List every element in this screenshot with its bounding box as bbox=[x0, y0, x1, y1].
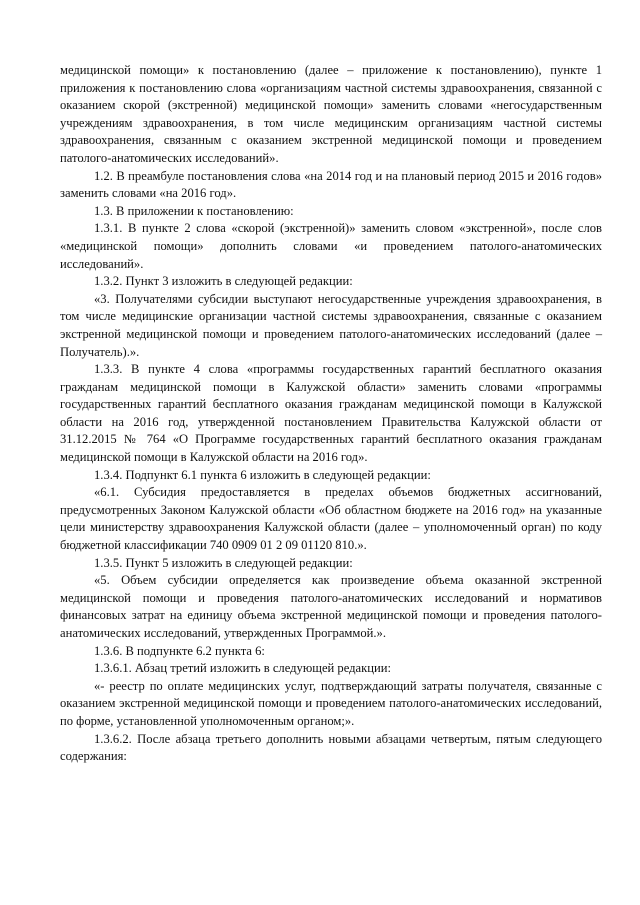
paragraph-1-3-4: 1.3.4. Подпункт 6.1 пункта 6 изложить в следующей редакции: bbox=[94, 467, 431, 482]
paragraph-1-2: 1.2. В преамбуле постановления слова «на 2014 год и на плановый период 2015 и 2016 годов» заменить словами «на 2016 год». bbox=[60, 168, 602, 201]
paragraph-1-3-6-2: 1.3.6.2. После абзаца третьего дополнить новыми абзацами четвертым, пятым следующего содержания: bbox=[60, 731, 602, 764]
paragraph-quote-3: «3. Получателями субсидии выступают негосударственные учреждения здравоохранения, в том числе медицинские организации частной системы здравоохранения, связанные с оказанием экстренной медицинской помощи и проведением патолого-анатомических исследований (далее – Получатель).». bbox=[60, 291, 602, 359]
paragraph-1-3-6: 1.3.6. В подпункте 6.2 пункта 6: bbox=[94, 643, 265, 658]
paragraph-1-3-6-1: 1.3.6.1. Абзац третий изложить в следующей редакции: bbox=[94, 661, 391, 676]
paragraph-1-3-5: 1.3.5. Пункт 5 изложить в следующей редакции: bbox=[94, 555, 353, 570]
paragraph-continuation: медицинской помощи» к постановлению (далее – приложение к постановлению), пункте 1 приложения к постановлению слова «организациям частной системы здравоохранения, связанной с оказанием скорой (экстренной) медицинской помощи» заменить словами «негосударственным учреждениям здравоохранения, в том числе медицинским организациям частной системы здравоохранения, связанным с оказанием экстренной медицинской помощи и проведением патолого-анатомических исследований». bbox=[60, 63, 602, 165]
paragraph-1-3-1: 1.3.1. В пункте 2 слова «скорой (экстренной)» заменить словом «экстренной», после слов «медицинской помощи» дополнить словами «и проведением патолого-анатомических исследований». bbox=[60, 221, 602, 271]
document-page bbox=[60, 62, 602, 766]
paragraph-1-3-2: 1.3.2. Пункт 3 изложить в следующей редакции: bbox=[94, 274, 353, 289]
paragraph-quote-registry: «- реестр по оплате медицинских услуг, подтверждающий затраты получателя, связанные с оказанием экстренной медицинской помощи и проведением патолого-анатомических исследований, по форме, установленной уполномоченным органом;». bbox=[60, 678, 602, 728]
paragraph-quote-6-1: «6.1. Субсидия предоставляется в пределах объемов бюджетных ассигнований, предусмотренных Законом Калужской области «Об областном бюджете на 2016 год» на указанные цели министерству здравоохранения Калужской области (далее – уполномоченный орган) по коду бюджетной классификации 740 0909 01 2 09 01120 810.». bbox=[60, 485, 602, 553]
paragraph-1-3-3: 1.3.3. В пункте 4 слова «программы государственных гарантий бесплатного оказания гражданам медицинской помощи в Калужской области» заменить словами «программы государственных гарантий бесплатного оказания гражданам медицинской помощи в Калужской области на 2016 год, утвержденной постановлением Правительства Калужской области от 31.12.2015 № 764 «О Программе государственных гарантий бесплатного оказания гражданам медицинской помощи в Калужской области на 2016 год». bbox=[60, 362, 602, 465]
paragraph-quote-5: «5. Объем субсидии определяется как произведение объема оказанной экстренной медицинской помощи и проведения патолого-анатомических исследований и нормативов финансовых затрат на единицу объема экстренной медицинской помощи и проведения патолого-анатомических исследований, утвержденных Программой.». bbox=[60, 573, 602, 640]
paragraph-1-3: 1.3. В приложении к постановлению: bbox=[94, 203, 294, 218]
